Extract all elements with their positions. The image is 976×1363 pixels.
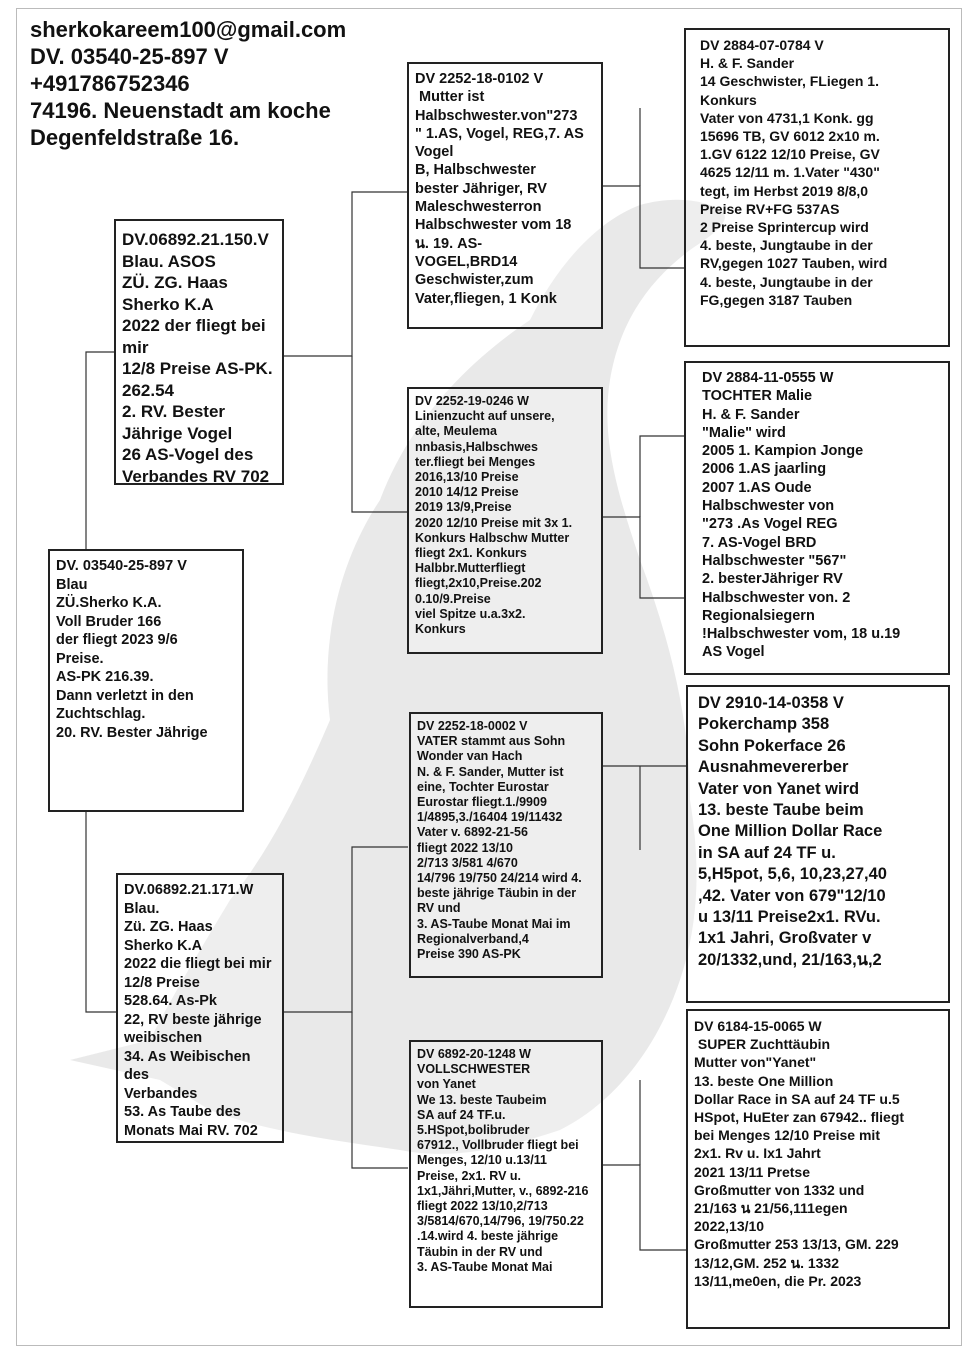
owner-contact-header [30, 16, 346, 151]
ff-line: " 1.AS, Vogel, REG,7. AS [415, 125, 584, 142]
mff-line: DV 2910-14-0358 V [698, 694, 844, 712]
owner-ring-number: DV. 03540-25-897 V [30, 44, 229, 69]
fm-line: viel Spitze u.a.3x2. [415, 606, 526, 621]
mfm-line: 13. beste One Million [694, 1072, 834, 1089]
fm-line: ter.fliegt bei Menges [415, 454, 536, 469]
fff-line: 15696 TB, GV 6012 2x10 m. [700, 128, 880, 145]
fff-line: 4. beste, Jungtaube in der [700, 273, 873, 290]
fff-line: 14 Geschwister, FLiegen 1. [700, 73, 879, 90]
father-line: Blau. ASOS [122, 251, 216, 271]
mfm-line: Mutter von"Yanet" [694, 1054, 817, 1071]
ffm-line: 2. besterJähriger RV [702, 571, 843, 588]
ff-line: Maleschwesterron [415, 199, 542, 216]
father-line: 262.54 [122, 380, 174, 400]
fff-line: Konkurs [700, 91, 757, 108]
fm-line: Konkurs Halbschw Mutter [415, 530, 570, 545]
owner-phone: +491786752346 [30, 71, 190, 96]
fm-line: fliegt,2x10,Preise.202 [415, 576, 542, 591]
mm-line: 3/5814/670,14/796, 19/750.22 [417, 1214, 584, 1229]
maternal-grandmother-box [409, 1040, 603, 1308]
mfm-line: bei Menges 12/10 Preise mit [694, 1127, 880, 1144]
mm-line: Preise, 2x1. RV u. [417, 1168, 521, 1183]
mm-line: Menges, 12/10 u.13/11 [417, 1153, 547, 1168]
mff-line: ,42. Vater von 679"12/10 [698, 886, 886, 905]
owner-city: 74196. Neuenstadt am koche [30, 98, 331, 123]
mff-line: u 13/11 Preise2x1. RVu. [698, 908, 881, 927]
mf-line: eine, Tochter Eurostar [417, 779, 549, 794]
subject-line: ZÜ.Sherko K.A. [56, 595, 162, 611]
fff-line: Vater von 4731,1 Konk. gg [700, 109, 874, 126]
ffm-line: !Halbschwester vom, 18 u.19 [702, 626, 901, 643]
fm-line: DV 2252-19-0246 W [415, 394, 529, 408]
owner-email: sherkokareem100@gmail.com [30, 17, 347, 42]
mm-line: fliegt 2022 13/10,2/713 [417, 1199, 548, 1214]
fm-line: 2019 13/9,Preise [415, 500, 512, 515]
father-line: Verbandes RV 702 [122, 466, 270, 485]
subject-line: Blau [56, 576, 88, 593]
paternal-grandfather-box [407, 62, 603, 329]
mfm-line: 2022,13/10 [694, 1218, 765, 1235]
ffm-line: AS Vogel [702, 644, 765, 661]
mm-line: 67912., Vollbruder fliegt bei [417, 1138, 579, 1153]
fm-line: Halbbr.Mutterfliegt [415, 561, 526, 576]
mother-line: 528.64. As-Pk [124, 993, 217, 1009]
fm-line: fliegt 2x1. Konkurs [415, 546, 527, 561]
father-line: 26 AS-Vogel des [122, 445, 254, 464]
fff-line: FG,gegen 3187 Tauben [700, 291, 853, 308]
mfm-line: Großmutter von 1332 und [694, 1181, 865, 1198]
owner-street: Degenfeldstraße 16. [30, 125, 240, 150]
mm-line: von Yanet [417, 1077, 476, 1092]
mfm-ancestor-box [686, 1009, 950, 1329]
ff-line: Vogel [415, 144, 454, 161]
mf-line: 2/713 3/581 4/670 [417, 855, 518, 870]
fm-line: 2010 14/12 Preise [415, 485, 519, 500]
fff-line: RV,gegen 1027 Tauben, wird [700, 255, 888, 272]
mm-line: DV 6892-20-1248 W [417, 1047, 531, 1061]
ff-line: Geschwister,zum [415, 272, 534, 289]
ffm-line: 2005 1. Kampion Jonge [702, 443, 864, 460]
ff-line: DV 2252-18-0102 V [415, 71, 544, 87]
mm-line: 5.HSpot,bolibruder [417, 1123, 530, 1138]
mff-line: Ausnahmevererber [698, 758, 849, 777]
father-line: DV.06892.21.150.V [122, 230, 269, 249]
subject-line: DV. 03540-25-897 V [56, 558, 187, 574]
ffm-ancestor-box [684, 361, 950, 675]
ff-line: bester Jähriger, RV [415, 180, 547, 197]
mm-line: 3. AS-Taube Monat Mai [417, 1259, 553, 1274]
ffm-line: DV 2884-11-0555 W [702, 370, 834, 386]
subject-pigeon-box [48, 549, 244, 812]
mother-line: 53. As Taube des [124, 1104, 241, 1120]
father-line: 12/8 Preise AS-PK. [122, 359, 273, 378]
mm-line: 1x1,Jähri,Mutter, v., 6892-216 [417, 1183, 589, 1198]
fff-line: 2 Preise Sprintercup wird [700, 219, 869, 236]
mf-line: Preise 390 AS-PK [417, 947, 521, 962]
ffm-line: Halbschwester von. 2 [702, 589, 851, 606]
mf-line: RV und [417, 901, 461, 916]
fff-line: DV 2884-07-0784 V [700, 37, 824, 53]
fff-line: 4. beste, Jungtaube in der [700, 237, 873, 254]
paternal-grandmother-box [407, 387, 603, 654]
ffm-line: H. & F. Sander [702, 406, 800, 423]
mf-line: 1/4895,3./16404 19/11432 [417, 810, 563, 825]
mfm-line: SUPER Zuchttäubin [694, 1036, 831, 1053]
ffm-line: Halbschwester von [702, 498, 835, 515]
mf-line: Vater v. 6892-21-56 [417, 825, 528, 840]
ff-line: VOGEL,BRD14 [415, 253, 518, 270]
fff-line: H. & F. Sander [700, 55, 795, 72]
fff-line: Preise RV+FG 537AS [700, 200, 840, 217]
subject-line: der fliegt 2023 9/6 [56, 632, 178, 648]
subject-line: Dann verletzt in den [56, 687, 194, 704]
mm-line: We 13. beste Taubeim [417, 1092, 547, 1107]
fff-ancestor-box [684, 28, 950, 347]
mf-line: VATER stammt aus Sohn [417, 734, 566, 749]
father-line: Jährige Vogel [122, 423, 233, 443]
mff-line: 5,H5pot, 5,6, 10,23,27,40 [698, 865, 887, 884]
mother-line: DV.06892.21.171.W [124, 882, 254, 898]
father-line: 2022 der fliegt bei [122, 316, 266, 335]
fm-line: nnbasis,Halbschwes [415, 439, 538, 454]
mother-box [116, 873, 284, 1143]
mff-line: Pokerchamp 358 [698, 715, 830, 734]
subject-line: Preise. [56, 650, 104, 667]
mm-line: .14.wird 4. beste jährige [417, 1229, 559, 1244]
mf-line: 14/796 19/750 24/214 wird 4. [417, 871, 582, 886]
mff-line: 13. beste Taube beim [698, 801, 864, 820]
subject-line: Voll Bruder 166 [56, 613, 162, 630]
ff-line: B, Halbschwester [415, 162, 536, 179]
subject-line: 20. RV. Bester Jährige [56, 724, 208, 741]
ff-line: Halbschwester vom 18 [415, 217, 572, 234]
mother-line: Blau. [124, 900, 160, 917]
mff-line: in SA auf 24 TF u. [698, 843, 836, 862]
mf-line: 3. AS-Taube Monat Mai im [417, 916, 571, 931]
father-line: mir [122, 337, 149, 357]
mfm-line: Großmutter 253 13/13, GM. 229 [694, 1236, 899, 1253]
mf-line: Eurostar fliegt.1./9909 [417, 795, 547, 810]
father-line: 2. RV. Bester [122, 402, 226, 421]
ff-line: Vater,fliegen, 1 Konk [415, 290, 557, 307]
ffm-line: "Malie" wird [702, 424, 786, 441]
mfm-line: 13/12,GM. 252 น. 1332 [694, 1254, 839, 1271]
fm-line: 2016,13/10 Preise [415, 470, 519, 485]
mfm-line: HSpot, HuEter zan 67942.. fliegt [694, 1109, 905, 1126]
mfm-line: 13/11,me0en, die Pr. 2023 [694, 1272, 862, 1289]
mf-line: N. & F. Sander, Mutter ist [417, 764, 564, 779]
maternal-grandfather-box [409, 712, 603, 978]
ffm-line: TOCHTER Malie [702, 388, 813, 405]
mother-line: Sherko K.A [124, 937, 203, 954]
ffm-line: Halbschwester "567" [702, 552, 847, 569]
ffm-line: 2007 1.AS Oude [702, 479, 812, 496]
mfm-line: DV 6184-15-0065 W [694, 1018, 822, 1034]
mother-line: 34. As Weibischen des [124, 1048, 255, 1083]
mf-line: DV 2252-18-0002 V [417, 719, 528, 733]
mfm-line: Dollar Race in SA auf 24 TF u.5 [694, 1090, 900, 1107]
fff-line: 4625 12/11 m. 1.Vater "430" [700, 164, 880, 181]
ffm-line: Regionalsiegern [702, 607, 815, 624]
father-line: Sherko K.A [122, 294, 214, 314]
mother-line: Verbandes [124, 1085, 198, 1102]
mff-line: One Million Dollar Race [698, 822, 883, 841]
mf-line: beste jährige Täubin in der [417, 886, 577, 901]
mother-line: Monats Mai RV. 702 [124, 1122, 258, 1139]
mm-line: Täubin in der RV und [417, 1244, 543, 1259]
mf-line: fliegt 2022 13/10 [417, 840, 513, 855]
ff-line: น. 19. AS- [415, 235, 483, 252]
mfm-line: 2021 13/11 Pretse [694, 1163, 810, 1180]
fm-line: Konkurs [415, 622, 466, 637]
fm-line: 0.10/9.Preise [415, 591, 491, 606]
fm-line: 2020 12/10 Preise mit 3x 1. [415, 515, 573, 530]
ffm-line: "273 .As Vogel REG [702, 516, 838, 533]
fff-line: 1.GV 6122 12/10 Preise, GV [700, 146, 880, 163]
father-box [114, 219, 284, 485]
mother-line: Zü. ZG. Haas [124, 919, 213, 935]
mm-line: SA auf 24 TF.u. [417, 1107, 506, 1122]
ff-line: Mutter ist [415, 89, 485, 106]
mother-line: 2022 die fliegt bei mir [124, 956, 272, 972]
mff-line: Sohn Pokerface 26 [698, 736, 846, 755]
mff-line: Vater von Yanet wird [698, 779, 860, 798]
mfm-line: 21/163 น 21/56,111egen [694, 1200, 848, 1217]
fm-line: Linienzucht auf unsere, [415, 409, 555, 424]
mf-line: Wonder van Hach [417, 749, 523, 764]
subject-line: AS-PK 216.39. [56, 669, 154, 685]
mfm-line: 2x1. Rv u. Ix1 Jahrt [694, 1145, 821, 1162]
mother-line: 12/8 Preise [124, 974, 200, 991]
mff-ancestor-box [686, 685, 950, 1003]
mm-line: VOLLSCHWESTER [417, 1062, 531, 1077]
mff-line: 1x1 Jahri, Großvater v [698, 929, 872, 948]
subject-line: Zuchtschlag. [56, 706, 146, 722]
fff-line: tegt, im Herbst 2019 8/8,0 [700, 182, 869, 199]
mf-line: Regionalverband,4 [417, 931, 529, 946]
mother-line: weibischen [124, 1030, 203, 1046]
mff-line: 20/1332,und, 21/163,น,2 [698, 950, 882, 969]
ff-line: Halbschwester.von"273 [415, 107, 578, 124]
father-line: ZÜ. ZG. Haas [122, 273, 228, 292]
mother-line: 22, RV beste jährige [124, 1011, 262, 1028]
fm-line: alte, Meulema [415, 424, 497, 439]
ffm-line: 2006 1.AS jaarling [702, 461, 827, 478]
ffm-line: 7. AS-Vogel BRD [702, 534, 817, 551]
